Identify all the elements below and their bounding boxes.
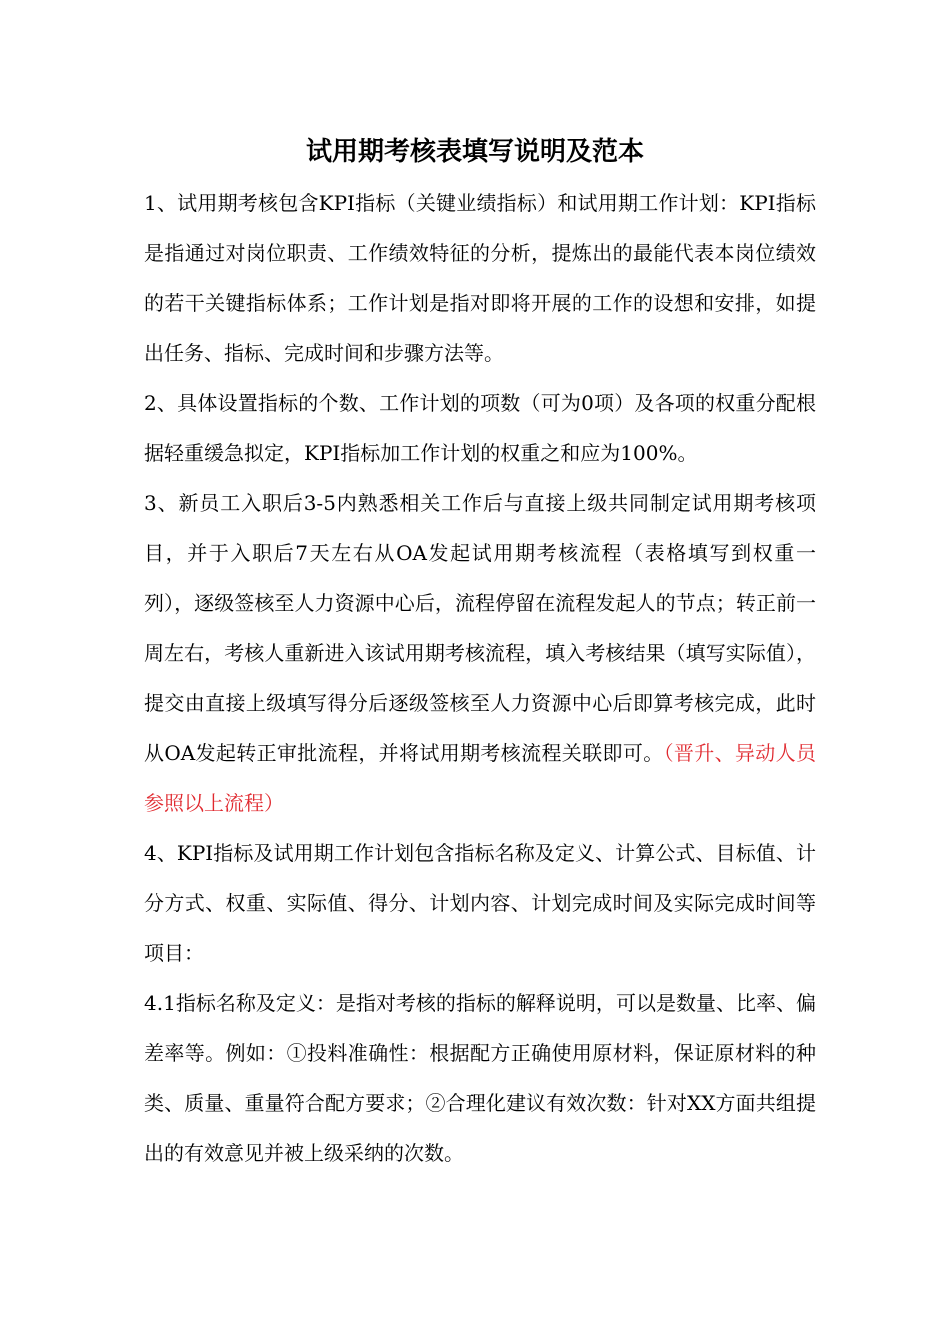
section-2-paragraph: 2、具体设置指标的个数、工作计划的项数（可为0项）及各项的权重分配根据轻重缓急拟定，KPI指标加工作计划的权重之和应为100%。 — [144, 391, 816, 465]
page-title: 试用期考核表填写说明及范本 — [305, 137, 644, 167]
document-body — [144, 178, 816, 1178]
section-3-note: （晋升、异动人员参照以上流程） — [144, 741, 817, 815]
section-1-paragraph: 1、试用期考核包含KPI指标（关键业绩指标）和试用期工作计划：KPI指标是指通过对岗位职责、工作绩效特征的分析，提炼出的最能代表本岗位绩效的若干关键指标体系；工作计划是指对即将开展的工作的设想和安排，如提出任务、指标、完成时间和步骤方法等。 — [144, 191, 816, 365]
section-3-paragraph — [144, 478, 816, 828]
section-3-text: 3、新员工入职后3-5内熟悉相关工作后与直接上级共同制定试用期考核项目，并于入职后7天左右从OA发起试用期考核流程（表格填写到权重一列），逐级签核至人力资源中心后，流程停留在流程发起人的节点；转正前一周左右，考核人重新进入该试用期考核流程，填入考核结果（填写实际值），提交由直接上级填写得分后逐级签核至人力资源中心后即算考核完成，此时从OA发起转正审批流程，并将试用期考核流程关联即可。 — [144, 491, 816, 765]
section-4-1-paragraph: 4.1指标名称及定义：是指对考核的指标的解释说明，可以是数量、比率、偏差率等。例如：①投料准确性：根据配方正确使用原材料，保证原材料的种类、质量、重量符合配方要求；②合理化建议有效次数：针对XX方面共组提出的有效意见并被上级采纳的次数。 — [144, 991, 816, 1165]
section-4-paragraph: 4、KPI指标及试用期工作计划包含指标名称及定义、计算公式、目标值、计分方式、权重、实际值、得分、计划内容、计划完成时间及实际完成时间等项目： — [144, 841, 816, 965]
